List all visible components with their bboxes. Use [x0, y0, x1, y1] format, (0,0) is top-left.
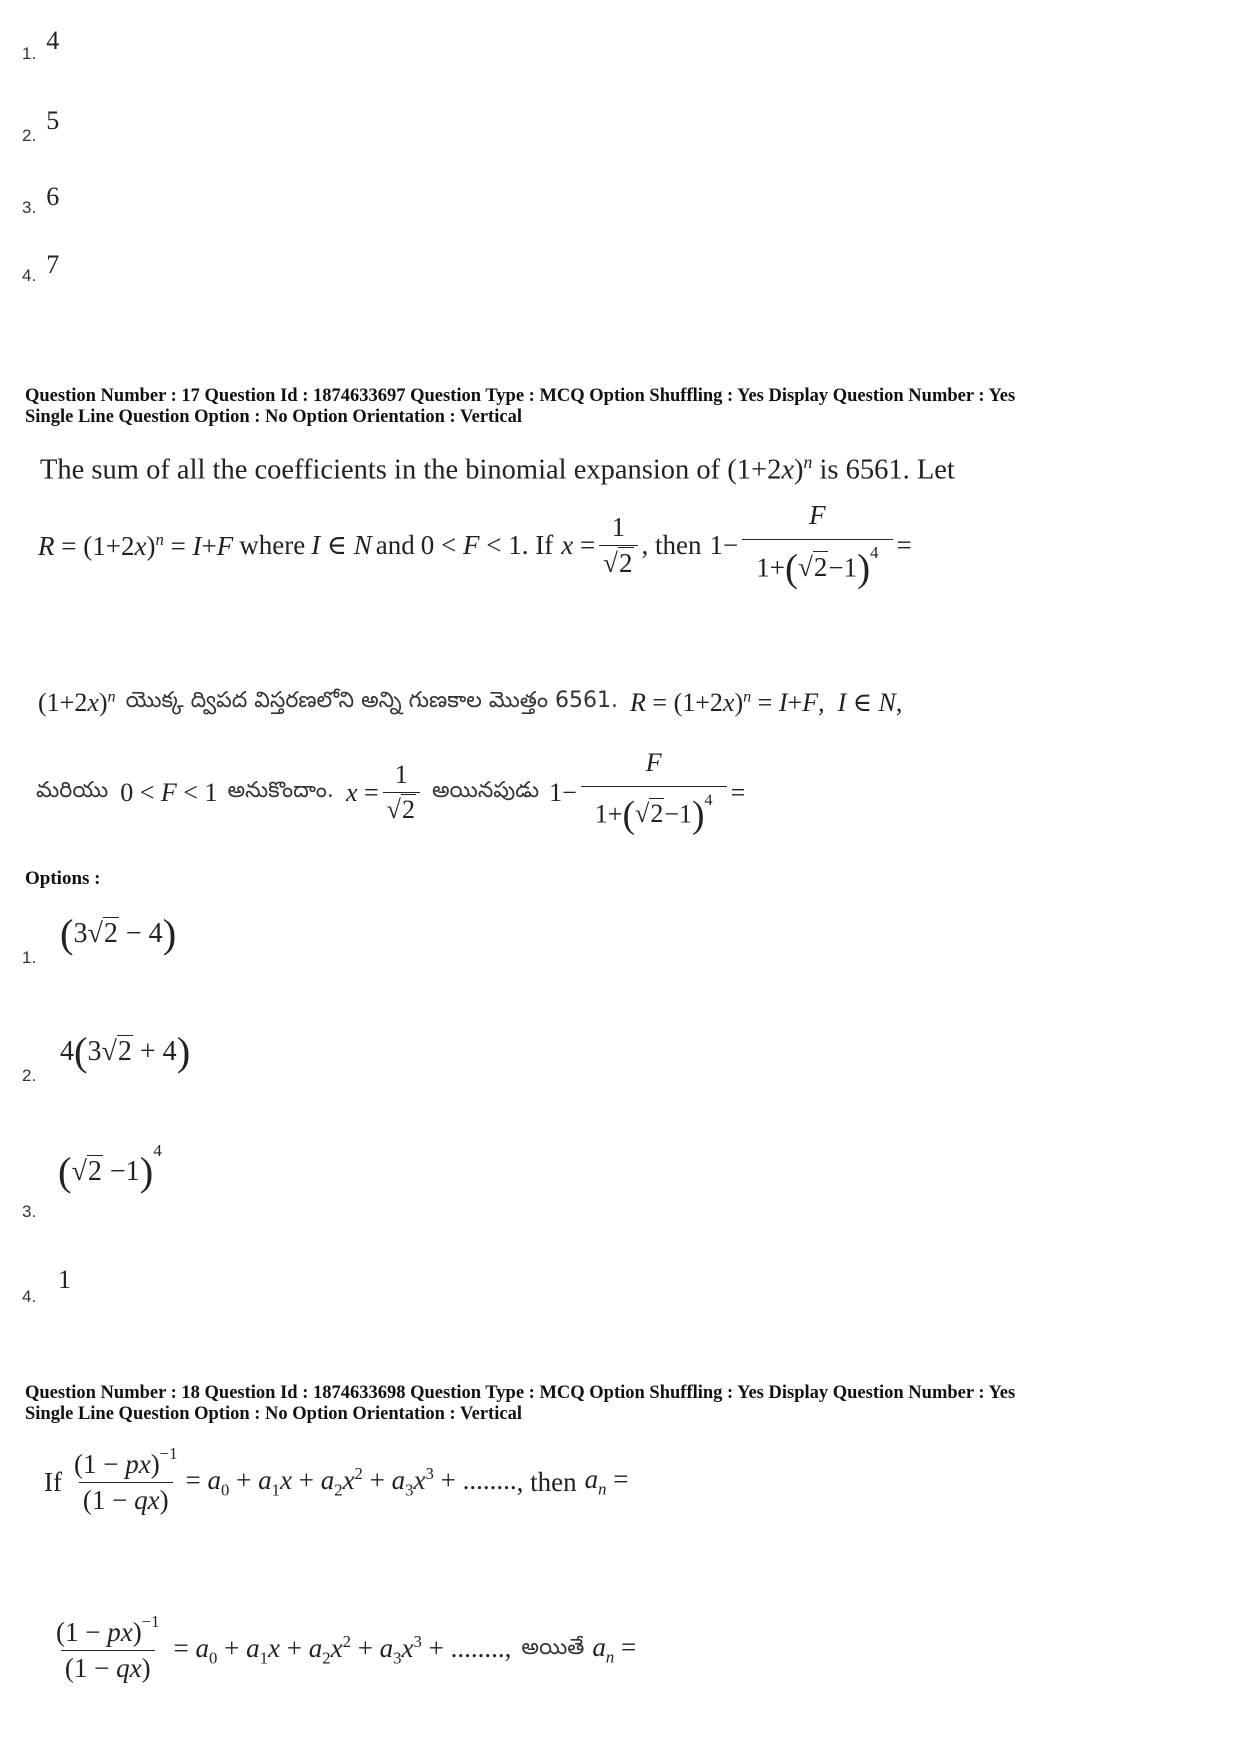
option-number: 4.: [22, 1287, 37, 1306]
prev-option-2[interactable]: [22, 106, 60, 148]
q17-options-label: Options :: [25, 868, 101, 889]
option-value: 5: [46, 106, 60, 135]
q17-telugu-text: యొక్క ద్విపద విస్తరణలోని అన్ని గుణకాల మొత్తం 6561.: [125, 688, 619, 713]
option-number: 2.: [22, 126, 37, 145]
option-value: 4: [46, 26, 60, 55]
option-expression: 1: [58, 1265, 71, 1294]
q17-telugu-line2: మరియు 0 < F < 1 అనుకొందాం. x = $\frac{1}{√2}$ అయినపుడు 1− $\frac{F}{1+(√2-1)^4}$ =: [36, 748, 746, 836]
q17-header: [25, 386, 1015, 428]
q17-text: , then: [641, 530, 702, 560]
q17-header-line2: Single Line Question Option : No Option Orientation : Vertical: [25, 407, 522, 427]
option-value: 6: [46, 182, 60, 211]
prev-option-1[interactable]: [22, 26, 60, 66]
q17-text: and: [375, 530, 415, 560]
option-number: 4.: [22, 266, 37, 285]
option-expression: $(√2 -1)^4$: [58, 1140, 162, 1194]
q17-header-line1: Question Number : 17 Question Id : 1874633697 Question Type : MCQ Option Shuffling : Yes Display Question Number : Yes: [25, 386, 1016, 406]
prev-option-3[interactable]: [22, 182, 60, 220]
q17-english-line1: The sum of all the coefficients in the binomial expansion of $(1+2x)^n$ is 6561. Let: [40, 452, 955, 486]
option-number: 3.: [22, 1202, 37, 1221]
q17-text: where: [239, 530, 306, 560]
q17-telugu-text: అయినపుడు: [431, 777, 540, 803]
q18-header: [25, 1383, 1015, 1425]
option-number: 3.: [22, 198, 37, 217]
q17-text: is 6561. Let: [819, 454, 955, 486]
fraction: $\frac{F}{1+(√2-1)^4}$: [742, 500, 892, 591]
fraction: $\frac{(1 - px)^{-1}}{(1 - qx)}$: [56, 1612, 160, 1683]
q17-text: . If: [521, 530, 554, 560]
q17-telugu-line1: $(1+2x)^n$ యొక్క ద్విపద విస్తరణలోని అన్ని గుణకాల మొత్తం 6561. $R = (1+2x)^n = I+F$, I ∈ N,: [38, 688, 903, 717]
q18-english: If $\frac{(1 - px)^{-1}}{(1 - qx)}$ = $a_0 + a_1x + a_2x^2 + a_3x^3$ + ........ , then $a_n$ =: [44, 1444, 629, 1515]
fraction: $\frac{(1 - px)^{-1}}{(1 - qx)}$: [73, 1444, 178, 1515]
option-value: 7: [46, 250, 60, 279]
fraction: $\frac{F}{1+(√2-1)^4}$: [581, 748, 727, 837]
q17-telugu-text: అనుకొందాం.: [227, 777, 334, 803]
prev-option-4[interactable]: [22, 250, 60, 288]
q18-text: If: [44, 1466, 62, 1497]
q18-header-line2: Single Line Question Option : No Option Orientation : Vertical: [25, 1404, 522, 1424]
option-number: 1.: [22, 44, 37, 63]
option-number: 2.: [22, 1066, 37, 1085]
option-expression: (3√2 − 4): [60, 911, 177, 956]
q17-telugu-text: మరియు: [36, 777, 109, 803]
fraction: $\frac{1}{√2}$: [383, 760, 420, 825]
option-expression: 4(3√2 + 4): [60, 1029, 191, 1074]
fraction: $\frac{1}{√2}$: [599, 512, 637, 579]
option-number: 1.: [22, 948, 37, 967]
q18-telugu: $\frac{(1 - px)^{-1}}{(1 - qx)}$ = $a_0 + a_1x + a_2x^2 + a_3x^3$ + ........, అయితే $a_n$ =: [48, 1616, 636, 1684]
q17-english-line2: $R = (1+2x)^n = I+F$ where I ∈ N and 0 < F < 1 . If x = $\frac{1}{√2}$ , then 1− $\frac{F}{1+(√2-1)^4}$ =: [38, 500, 912, 590]
q18-header-line1: Question Number : 18 Question Id : 1874633698 Question Type : MCQ Option Shuffling : Yes Display Question Number : Yes: [25, 1383, 1016, 1403]
q18-telugu-text: అయితే: [521, 1635, 585, 1660]
q17-text: The sum of all the coefficients in the binomial expansion of: [40, 454, 721, 486]
q18-text: , then: [516, 1466, 577, 1497]
